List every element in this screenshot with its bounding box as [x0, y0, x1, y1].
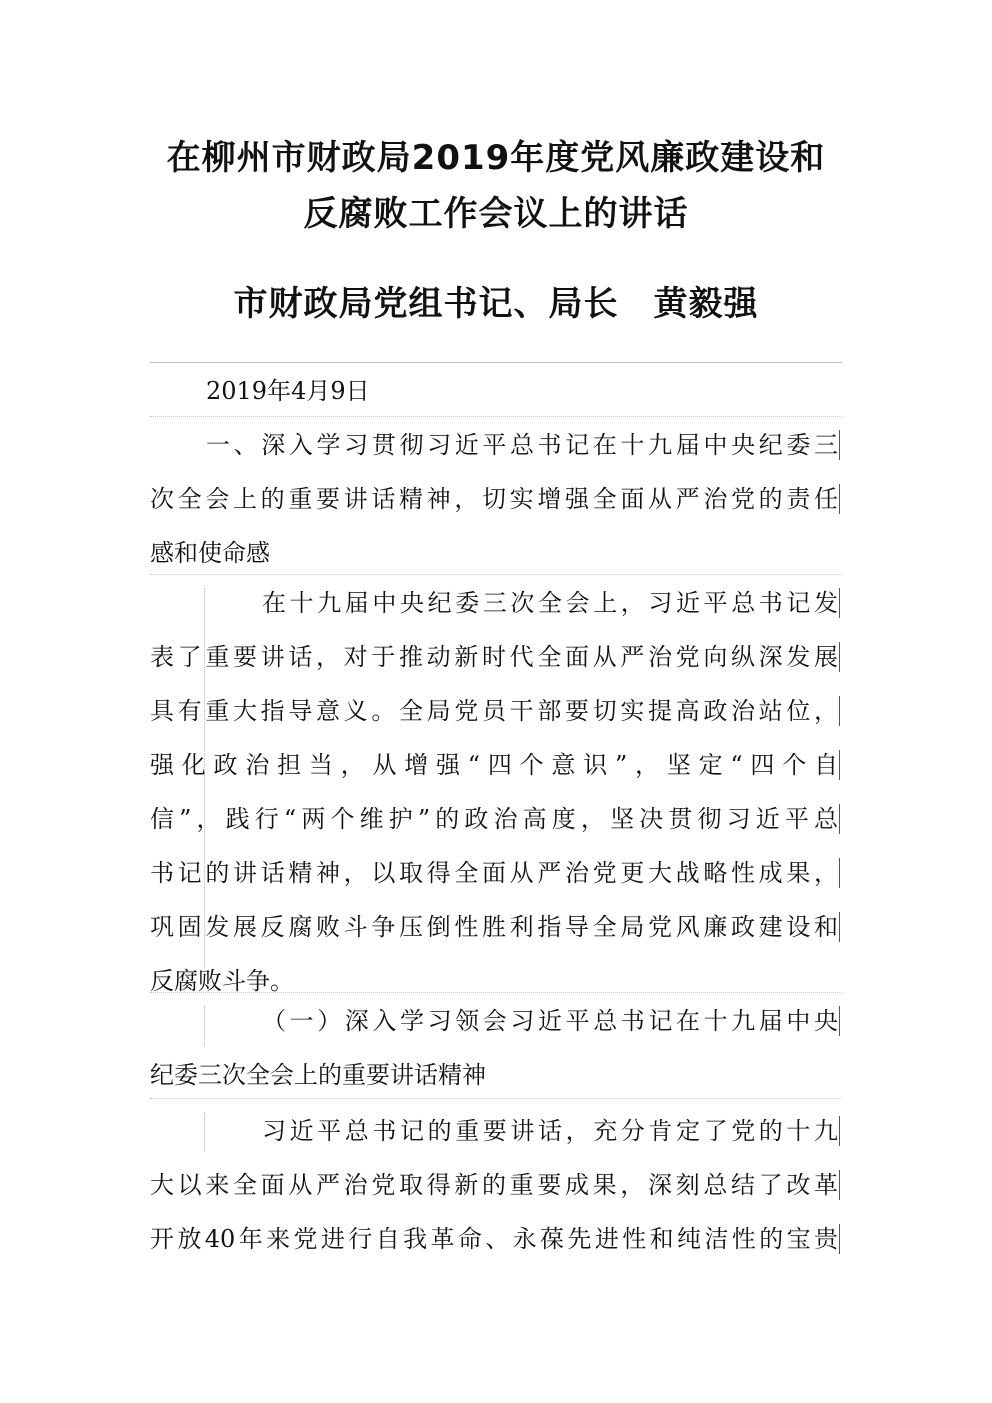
- text-line: 表了重要讲话，对于推动新时代全面从严治党向纵深发展: [150, 643, 838, 671]
- document-title-line-2: 反腐败工作会议上的讲话: [303, 194, 689, 234]
- margin-mark: [839, 750, 840, 780]
- margin-mark: [839, 804, 840, 834]
- margin-mark: [839, 696, 840, 726]
- margin-mark: [839, 430, 840, 460]
- margin-mark: [204, 1006, 205, 1046]
- document-title-line-1: 在柳州市财政局2019年度党风廉政建设和: [166, 138, 826, 178]
- text-line: 在十九届中央纪委三次全会上，习近平总书记发: [262, 589, 838, 617]
- margin-mark: [839, 912, 840, 942]
- text-line: 开放40年来党进行自我革命、永葆先进性和纯洁性的宝贵: [150, 1225, 838, 1253]
- text-line: 巩固发展反腐败斗争压倒性胜利指导全局党风廉政建设和: [150, 913, 838, 941]
- margin-mark: [839, 1224, 840, 1254]
- text-line: 一、深入学习贯彻习近平总书记在十九届中央纪委三: [206, 431, 838, 459]
- text-line: 反腐败斗争。: [150, 967, 294, 995]
- text-line: 具有重大指导意义。全局党员干部要切实提高政治站位，: [150, 697, 838, 725]
- margin-mark: [839, 858, 840, 888]
- margin-mark: [839, 1006, 840, 1036]
- margin-mark: [839, 588, 840, 618]
- author-line: 市财政局党组书记、局长 黄毅强: [233, 284, 759, 324]
- margin-mark: [839, 1116, 840, 1146]
- date-line: 2019年4月9日: [206, 377, 370, 405]
- margin-mark: [839, 484, 840, 514]
- text-line: 大以来全面从严治党取得新的重要成果，深刻总结了改革: [150, 1171, 838, 1199]
- margin-mark: [839, 642, 840, 672]
- text-line: 次全会上的重要讲话精神，切实增强全面从严治党的责任: [150, 485, 838, 513]
- text-line: （一）深入学习领会习近平总书记在十九届中央: [262, 1007, 838, 1035]
- text-line: 纪委三次全会上的重要讲话精神: [150, 1061, 486, 1089]
- text-line: 书记的讲话精神，以取得全面从严治党更大战略性成果，: [150, 859, 838, 887]
- margin-mark: [839, 1170, 840, 1200]
- header-divider: [150, 362, 842, 363]
- text-line: 感和使命感: [150, 539, 270, 567]
- text-line: 习近平总书记的重要讲话，充分肯定了党的十九: [262, 1117, 838, 1145]
- text-line: 强化政治担当，从增强“四个意识”，坚定“四个自: [150, 751, 838, 779]
- text-line: 信”，践行“两个维护”的政治高度，坚决贯彻习近平总: [150, 805, 838, 833]
- divider: [150, 992, 842, 993]
- margin-mark: [204, 1112, 205, 1152]
- divider: [150, 574, 842, 575]
- divider: [150, 1098, 842, 1099]
- divider: [150, 416, 842, 417]
